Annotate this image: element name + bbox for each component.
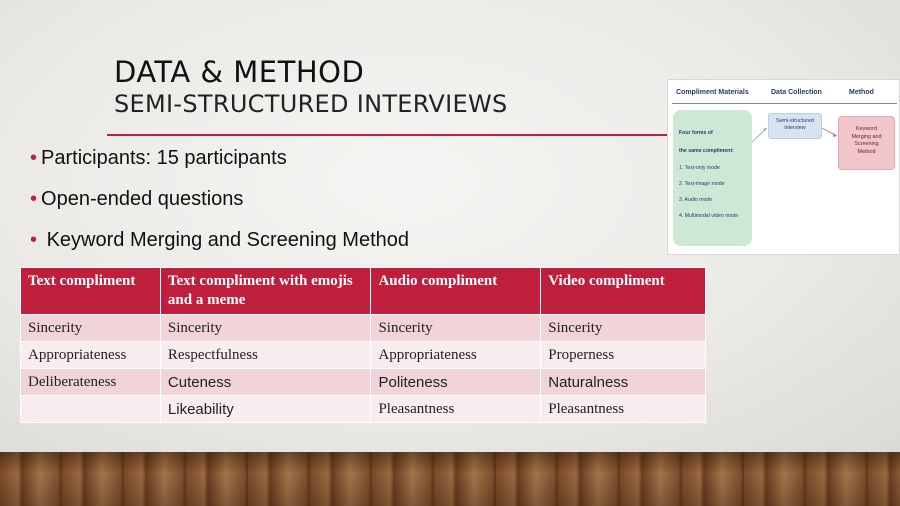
- method-diagram: [667, 79, 900, 255]
- table-cell: Properness: [541, 342, 706, 369]
- table-cell: Likeability: [160, 396, 371, 423]
- table-cell: Appropriateness: [371, 342, 541, 369]
- table-row: [21, 396, 706, 423]
- slide-subtitle: SEMI-STRUCTURED INTERVIEWS: [114, 90, 508, 118]
- wood-floor: [0, 452, 900, 506]
- table-row: [21, 342, 706, 369]
- title-divider: [107, 134, 670, 136]
- header-video: Video compliment: [541, 268, 706, 315]
- compliment-table: [20, 267, 706, 423]
- table-cell: Pleasantness: [371, 396, 541, 423]
- header-audio: Audio compliment: [371, 268, 541, 315]
- table-header-row: [21, 268, 706, 315]
- diagram-header-materials: Compliment Materials: [676, 89, 749, 96]
- diagram-header-method: Method: [849, 89, 874, 96]
- table-cell: Sincerity: [541, 315, 706, 342]
- bullet-dot-icon: •: [30, 147, 38, 169]
- table-row: [21, 315, 706, 342]
- table-cell: Cuteness: [160, 369, 371, 396]
- bullet-item: • Participants: 15 participants: [30, 147, 287, 169]
- table-cell: Politeness: [371, 369, 541, 396]
- table-cell: Sincerity: [160, 315, 371, 342]
- table-cell: [21, 396, 161, 423]
- table-cell: Appropriateness: [21, 342, 161, 369]
- diagram-divider: [672, 103, 897, 104]
- table-cell: Respectfulness: [160, 342, 371, 369]
- materials-box: Four forms of the same compliment: 1. Text-only mode 2. Text-image mode 3. Audio mode 4. Multimodal video mode: [673, 110, 752, 246]
- table-cell: Deliberateness: [21, 369, 161, 396]
- bullet-item: • Keyword Merging and Screening Method: [30, 229, 410, 251]
- table-row: [21, 369, 706, 396]
- header-text: Text compliment: [21, 268, 161, 315]
- diagram-header-collection: Data Collection: [771, 89, 822, 96]
- bullet-list: [30, 145, 409, 268]
- arrow-head-icon: [833, 133, 837, 137]
- bullet-item: • Open-ended questions: [30, 188, 244, 210]
- bullet-dot-icon: •: [30, 188, 38, 210]
- header-text-emoji: Text compliment with emojis and a meme: [160, 268, 371, 315]
- table-cell: Naturalness: [541, 369, 706, 396]
- table-cell: Sincerity: [21, 315, 161, 342]
- method-box: Keyword Merging and Screening Method: [838, 116, 895, 170]
- table-cell: Sincerity: [371, 315, 541, 342]
- collection-box: Semi-structured interview: [768, 113, 822, 139]
- bullet-dot-icon: •: [30, 229, 38, 251]
- slide-title: DATA & METHOD: [114, 55, 365, 89]
- arrow-head-icon: [763, 128, 767, 131]
- table-cell: Pleasantness: [541, 396, 706, 423]
